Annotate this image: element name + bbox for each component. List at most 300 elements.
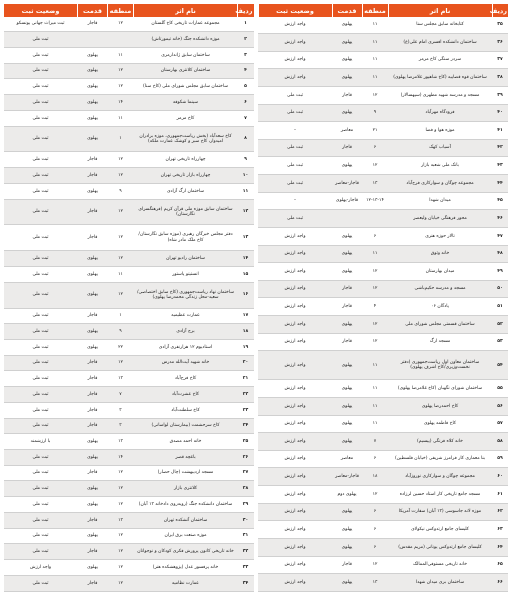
cell-period: قاجار	[78, 225, 108, 251]
cell-row-number: ۲	[238, 32, 254, 48]
cell-row-number: ۲۶	[238, 450, 254, 466]
cell-status: ثبت ملی	[4, 63, 78, 79]
cell-name: ساختمان دانشکده جنگ (روبه‌روی دادخانه ۱۳ آبان)	[134, 497, 238, 513]
cell-period: پهلوی	[332, 433, 362, 451]
cell-name: خانه پرفسور عدل (پژوهشکده هنر)	[134, 560, 238, 576]
table-row	[258, 503, 508, 521]
header-status: وضعیت ثبت	[258, 4, 332, 17]
cell-status: واجد ارزش	[258, 397, 332, 415]
cell-region: ۱۲	[108, 199, 134, 225]
cell-row-number: ۵۷	[492, 415, 508, 433]
cell-name: محور فرهنگی خیابان ولیعصر	[388, 210, 492, 228]
table-row	[258, 263, 508, 281]
cell-period: پهلوی	[78, 497, 108, 513]
cell-row-number: ۴	[238, 63, 254, 79]
cell-period: پهلوی	[332, 538, 362, 556]
cell-name: ساختمان سابق موزه ملی قرآن کریم (فرهنگسرای نگارستان)	[134, 199, 238, 225]
cell-status: واجد ارزش	[258, 486, 332, 504]
cell-period: قاجار	[78, 355, 108, 371]
cell-region: ۱	[108, 126, 134, 152]
cell-period: پهلوی	[332, 351, 362, 380]
table-row	[4, 450, 254, 466]
cell-row-number: ۲۸	[238, 481, 254, 497]
cell-row-number: ۳۰	[238, 512, 254, 528]
cell-period: پهلوی	[78, 63, 108, 79]
cell-status: ثبت ملی	[4, 48, 78, 64]
table-row	[4, 528, 254, 544]
cell-status: واجد ارزش	[258, 503, 332, 521]
table-row	[4, 95, 254, 111]
cell-row-number: ۲۲	[238, 387, 254, 403]
cell-name: میدان شهدا	[388, 192, 492, 210]
cell-region: ۱۳	[108, 371, 134, 387]
table-row	[258, 69, 508, 87]
cell-period: قاجار	[78, 402, 108, 418]
cell-row-number: ۳۹	[492, 86, 508, 104]
cell-region: ۶	[362, 521, 388, 539]
cell-period: پهلوی	[332, 227, 362, 245]
cell-period: قاجار	[332, 86, 362, 104]
cell-status: با ارزشمند	[4, 434, 78, 450]
cell-name: کلانتری بازار	[134, 481, 238, 497]
cell-row-number: ۴۴	[492, 175, 508, 193]
cell-row-number: ۹	[238, 152, 254, 168]
cell-name: ساختمان ارگ آزادی	[134, 183, 238, 199]
cell-row-number: ۴۲	[492, 139, 508, 157]
cell-status: واجد ارزش	[258, 433, 332, 451]
cell-row-number: ۴۵	[492, 192, 508, 210]
cell-row-number: ۱	[238, 17, 254, 32]
table-row	[4, 17, 254, 32]
table-row	[258, 280, 508, 298]
cell-row-number: ۶	[238, 95, 254, 111]
cell-status: واجد ارزش	[258, 245, 332, 263]
cell-name: کلیسای جامع ارتدوکس نیکولای	[388, 521, 492, 539]
cell-period: پهلوی	[78, 95, 108, 111]
table-row	[258, 298, 508, 316]
cell-region: ۹	[108, 183, 134, 199]
cell-period: پهلوی	[332, 263, 362, 281]
cell-region: ۱۲	[108, 465, 134, 481]
cell-status: ثبت ملی	[4, 282, 78, 308]
cell-name: ساختمان قسمتی مجلس شورای ملی	[388, 316, 492, 334]
cell-status: ثبت ملی	[4, 308, 78, 324]
cell-row-number: ۳۷	[492, 51, 508, 69]
cell-period: پهلوی	[78, 267, 108, 283]
cell-period: قاجار	[78, 418, 108, 434]
cell-status: ثبت ملی	[4, 126, 78, 152]
cell-region: ۳	[108, 418, 134, 434]
cell-row-number: ۷	[238, 110, 254, 126]
table-row	[4, 48, 254, 64]
table-row	[4, 199, 254, 225]
table-row	[258, 51, 508, 69]
cell-name: سینما شکوفه	[134, 95, 238, 111]
cell-status: ثبت ملی	[4, 152, 78, 168]
cell-name: ساختمان سابق مجلس شورای ملی (کاخ سنا)	[134, 79, 238, 95]
table-row	[4, 63, 254, 79]
cell-region: ۱۲	[362, 486, 388, 504]
cell-period: پهلوی	[332, 51, 362, 69]
table-row	[4, 251, 254, 267]
cell-row-number: ۱۰	[238, 168, 254, 184]
cell-region: ۱۱	[108, 267, 134, 283]
cell-region: ۱۲	[108, 168, 134, 184]
cell-row-number: ۶۲	[492, 503, 508, 521]
table-row	[258, 34, 508, 52]
cell-period: پهلوی	[332, 574, 362, 592]
cell-row-number: ۴۱	[492, 122, 508, 140]
cell-region: ۱۲	[362, 263, 388, 281]
table-row	[4, 575, 254, 591]
cell-region: ۱۲	[108, 152, 134, 168]
cell-status: ثبت ملی	[4, 387, 78, 403]
cell-period: قاجار	[78, 512, 108, 528]
cell-name: کاخ مرمر	[134, 110, 238, 126]
table-row	[4, 434, 254, 450]
cell-status: واجد ارزش	[258, 450, 332, 468]
table-row	[258, 397, 508, 415]
cell-name: خانه تاریخی مستوفی‌الممالک	[388, 556, 492, 574]
cell-status: واجد ارزش	[4, 560, 78, 576]
cell-row-number: ۴۸	[492, 245, 508, 263]
cell-region: ۴	[362, 298, 388, 316]
cell-period: پهلوی	[332, 245, 362, 263]
cell-region: ۷	[362, 433, 388, 451]
heritage-table-right	[3, 4, 254, 592]
cell-status: واجد ارزش	[258, 333, 332, 351]
cell-period: قاجار	[78, 17, 108, 32]
cell-region: ۱۲	[108, 282, 134, 308]
cell-row-number: ۱۳	[238, 225, 254, 251]
cell-region	[362, 210, 388, 228]
cell-period: پهلوی	[332, 104, 362, 122]
cell-period: پهلوی	[78, 282, 108, 308]
cell-name: مسجد جامع تاریخی کار استاد حسین لرزاده	[388, 486, 492, 504]
cell-row-number: ۲۴	[238, 418, 254, 434]
cell-period: قاجار-پهلوی	[332, 192, 362, 210]
cell-row-number: ۴۶	[492, 210, 508, 228]
cell-name: کاخ سعدآباد (بخش ریاست‌جمهوری، موزه برادران امیدوار، کاخ سبز و کوشک عمارت ملکه)	[134, 126, 238, 152]
cell-period: پهلوی	[332, 521, 362, 539]
cell-region: ۷	[108, 387, 134, 403]
cell-name: مجموعه چوگان و سوارکاری نوروزآباد	[388, 468, 492, 486]
cell-name: مجموعه چوگان و سوارکاری فرح‌آباد	[388, 175, 492, 193]
cell-region: ۱۲	[108, 17, 134, 32]
cell-row-number: ۳۳	[238, 560, 254, 576]
cell-region: ۱۳	[108, 434, 134, 450]
cell-name: پادگان ۰۶	[388, 298, 492, 316]
cell-name: موزه دانشکده جنگ (خانه تیمورتاش)	[134, 32, 238, 48]
cell-row-number: ۲۷	[238, 465, 254, 481]
cell-region: ۱۲	[108, 544, 134, 560]
cell-region: ۱۲	[362, 556, 388, 574]
header-row-number: ردیف	[238, 4, 254, 17]
cell-status: ثبت ملی	[4, 402, 78, 418]
cell-period: قاجار	[78, 575, 108, 591]
header-status: وضعیت ثبت	[4, 4, 78, 17]
cell-region: ۱۱	[108, 110, 134, 126]
table-row	[258, 157, 508, 175]
cell-period: پهلوی	[332, 157, 362, 175]
cell-row-number: ۱۱	[238, 183, 254, 199]
table-row	[4, 79, 254, 95]
cell-period: پهلوی	[332, 503, 362, 521]
cell-row-number: ۱۷	[238, 308, 254, 324]
cell-name: خانه کلاه فرنگی (پیسیم)	[388, 433, 492, 451]
cell-status: واجد ارزش	[258, 298, 332, 316]
cell-row-number: ۱۶	[238, 282, 254, 308]
cell-name: مجموعه عمارات تاریخی کاخ گلستان	[134, 17, 238, 32]
cell-period: قاجار	[78, 371, 108, 387]
table-row	[4, 544, 254, 560]
cell-region: ۱۱	[362, 34, 388, 52]
cell-name: ساختمان سابق ژاندارمری	[134, 48, 238, 64]
cell-period: قاجار	[332, 280, 362, 298]
cell-period: قاجار	[78, 199, 108, 225]
cell-period: قاجار	[332, 139, 362, 157]
cell-region: ۱۲	[362, 157, 388, 175]
table-row	[4, 282, 254, 308]
cell-status: ثبت ملی	[4, 575, 78, 591]
cell-status: ثبت ملی	[258, 104, 332, 122]
cell-status: ثبت ملی	[4, 481, 78, 497]
cell-name: مسجد و مدرسه شهید مطهری (سپهسالار)	[388, 86, 492, 104]
cell-row-number: ۱۹	[238, 340, 254, 356]
cell-name: بانک ملی شعبه بازار	[388, 157, 492, 175]
cell-region: ۱۱	[362, 51, 388, 69]
cell-row-number: ۴۰	[492, 104, 508, 122]
cell-period: قاجار	[78, 465, 108, 481]
cell-name: دفتر مجلس خبرگان رهبری (موزه سابق نگارستان/ کاخ ملک مادر شاه)	[134, 225, 238, 251]
cell-row-number: ۳۶	[492, 34, 508, 52]
cell-region: ۱۱	[362, 245, 388, 263]
table-row	[258, 468, 508, 486]
table-row	[258, 574, 508, 592]
cell-region: ۱۲	[362, 316, 388, 334]
cell-region: ۱۲-۱۳-۱۴	[362, 192, 388, 210]
cell-name: ساختمان بری میدان شهدا	[388, 574, 492, 592]
table-row	[4, 168, 254, 184]
cell-status: ثبت ملی	[4, 199, 78, 225]
cell-row-number: ۵۶	[492, 397, 508, 415]
cell-region: ۱۲	[108, 481, 134, 497]
table-header-row	[4, 4, 254, 17]
table-row	[4, 465, 254, 481]
cell-name: کاخ فرح‌آباد	[134, 371, 238, 387]
cell-status: واجد ارزش	[258, 69, 332, 87]
table-row	[4, 152, 254, 168]
cell-period: پهلوی	[332, 380, 362, 398]
cell-name: باغچه قصر	[134, 450, 238, 466]
cell-status: ثبت ملی	[4, 418, 78, 434]
cell-name: چهارراه بازار تاریخی تهران	[134, 168, 238, 184]
cell-row-number: ۱۵	[238, 267, 254, 283]
cell-row-number: ۶۱	[492, 486, 508, 504]
cell-name: خانه احمد مصدق	[134, 434, 238, 450]
table-row	[4, 225, 254, 251]
cell-status: واجد ارزش	[258, 521, 332, 539]
cell-status: ثبت ملی	[4, 355, 78, 371]
header-region: منطقه	[362, 4, 388, 17]
cell-region: ۱۱	[108, 48, 134, 64]
cell-period: قاجار	[332, 556, 362, 574]
cell-period: پهلوی	[332, 69, 362, 87]
cell-period	[332, 210, 362, 228]
header-period: قدمت	[78, 4, 108, 17]
table-row	[258, 139, 508, 157]
cell-period: پهلوی	[78, 324, 108, 340]
cell-region: ۱	[108, 308, 134, 324]
cell-status: ثبت ملی	[4, 324, 78, 340]
cell-period	[78, 32, 108, 48]
cell-name: کاخ عشرت‌آباد	[134, 387, 238, 403]
table-row	[258, 521, 508, 539]
cell-period: قاجار	[332, 298, 362, 316]
cell-period: پهلوی	[78, 450, 108, 466]
table-row	[258, 556, 508, 574]
header-name: نام اثر	[134, 4, 238, 17]
cell-status: ثبت ملی	[4, 225, 78, 251]
cell-name: آسیاب کهک	[388, 139, 492, 157]
cell-region: ۱۸	[362, 468, 388, 486]
table-row	[258, 122, 508, 140]
cell-region: ۱۳	[108, 512, 134, 528]
cell-period: پهلوی	[332, 17, 362, 34]
cell-name: ساختمان نهاد ریاست‌جمهوری (کاخ سابق اختصاصی/سعید-محل زندگی محمدرضا پهلوی)	[134, 282, 238, 308]
cell-row-number: ۶۶	[492, 574, 508, 592]
cell-row-number: ۲۰	[238, 355, 254, 371]
cell-status: ثبت ملی	[4, 465, 78, 481]
table-row	[258, 486, 508, 504]
cell-row-number: ۱۲	[238, 199, 254, 225]
cell-status: ثبت ملی	[4, 512, 78, 528]
cell-row-number: ۸	[238, 126, 254, 152]
cell-status: واجد ارزش	[258, 415, 332, 433]
cell-status: ثبت ملی	[258, 139, 332, 157]
cell-status: واجد ارزش	[258, 17, 332, 34]
header-region: منطقه	[108, 4, 134, 17]
cell-region	[108, 32, 134, 48]
cell-region: ۱۱	[362, 380, 388, 398]
cell-period: قاجار	[78, 308, 108, 324]
cell-status: ثبت ملی	[4, 183, 78, 199]
cell-region: ۱۲	[362, 280, 388, 298]
cell-region: ۶	[362, 139, 388, 157]
cell-row-number: ۵۹	[492, 450, 508, 468]
table-row	[4, 481, 254, 497]
cell-region: ۱۱	[362, 69, 388, 87]
table-row	[258, 433, 508, 451]
cell-status: ثبت ملی	[4, 497, 78, 513]
cell-status: واجد ارزش	[258, 351, 332, 380]
cell-row-number: ۵۲	[492, 316, 508, 334]
cell-row-number: ۶۵	[492, 556, 508, 574]
table-row	[4, 497, 254, 513]
table-row	[4, 418, 254, 434]
cell-row-number: ۳۴	[238, 575, 254, 591]
cell-status: ثبت ملی	[4, 371, 78, 387]
cell-row-number: ۳۸	[492, 69, 508, 87]
cell-region: ۱۱	[362, 415, 388, 433]
table-row	[4, 183, 254, 199]
cell-region: ۱۲	[108, 528, 134, 544]
cell-region: ۱۲	[362, 333, 388, 351]
table-header-row	[258, 4, 508, 17]
table-row	[4, 267, 254, 283]
table-row	[258, 192, 508, 210]
header-period: قدمت	[332, 4, 362, 17]
cell-region: ۱۱	[362, 17, 388, 34]
cell-name: ساختمان معاون اول ریاست‌جمهوری (دفتر نخست‌وزیری/کاخ اشرف پهلوی)	[388, 351, 492, 380]
table-row	[258, 210, 508, 228]
cell-status: واجد ارزش	[258, 574, 332, 592]
cell-region: ۳	[108, 402, 134, 418]
header-row-number: ردیف	[492, 4, 508, 17]
table-row	[4, 32, 254, 48]
table-row	[4, 387, 254, 403]
cell-region: ۱۲	[108, 497, 134, 513]
cell-name: کلیسای جامع ارتدوکس یونانی (مریم مقدس)	[388, 538, 492, 556]
cell-region: ۱۲	[362, 86, 388, 104]
cell-region: ۶	[362, 503, 388, 521]
cell-region: ۱۳	[362, 574, 388, 592]
table-row	[258, 380, 508, 398]
cell-name: عمارت عظیمیه	[134, 308, 238, 324]
cell-row-number: ۶۳	[492, 521, 508, 539]
cell-region: ۱۴	[108, 95, 134, 111]
table-row	[258, 17, 508, 34]
table-row	[258, 227, 508, 245]
cell-name: مسجد اردیبهشت (چال حصار)	[134, 465, 238, 481]
table-row	[4, 340, 254, 356]
cell-period: پهلوی	[78, 434, 108, 450]
cell-period: قاجار	[78, 168, 108, 184]
cell-status: ثبت ملی	[258, 210, 332, 228]
cell-name: چهارراه تاریخی تهران	[134, 152, 238, 168]
table-row	[258, 86, 508, 104]
cell-name: کاخ فاطمه پهلوی	[388, 415, 492, 433]
cell-period: پهلوی	[78, 528, 108, 544]
cell-status: ثبت ملی	[258, 175, 332, 193]
table-row	[258, 450, 508, 468]
cell-region: ۶	[362, 538, 388, 556]
cell-status: واجد ارزش	[258, 280, 332, 298]
cell-period: قاجار	[78, 544, 108, 560]
cell-period: پهلوی	[332, 415, 362, 433]
cell-status: ثبت میراث جهانی یونسکو	[4, 17, 78, 32]
cell-period: قاجار-معاصر	[332, 175, 362, 193]
table-row	[4, 560, 254, 576]
cell-status: ثبت ملی	[4, 544, 78, 560]
table-row	[258, 245, 508, 263]
cell-name: کتابخانه سابق مجلس سنا	[388, 17, 492, 34]
cell-name: موزه هوا و فضا	[388, 122, 492, 140]
cell-name: تالار حوزه هنری	[388, 227, 492, 245]
cell-name: کاخ احمدرضا پهلوی	[388, 397, 492, 415]
cell-name: خانه وثوق	[388, 245, 492, 263]
table-row	[4, 402, 254, 418]
cell-status: واجد ارزش	[258, 227, 332, 245]
cell-period: قاجار	[78, 152, 108, 168]
cell-name: عمارت نظامیه	[134, 575, 238, 591]
cell-status: واجد ارزش	[258, 316, 332, 334]
cell-period: پهلوی	[78, 251, 108, 267]
cell-name: مسجد و مدرسه حکیم‌باشی	[388, 280, 492, 298]
cell-status: –	[258, 192, 332, 210]
cell-status: ثبت ملی	[4, 32, 78, 48]
cell-row-number: ۵	[238, 79, 254, 95]
